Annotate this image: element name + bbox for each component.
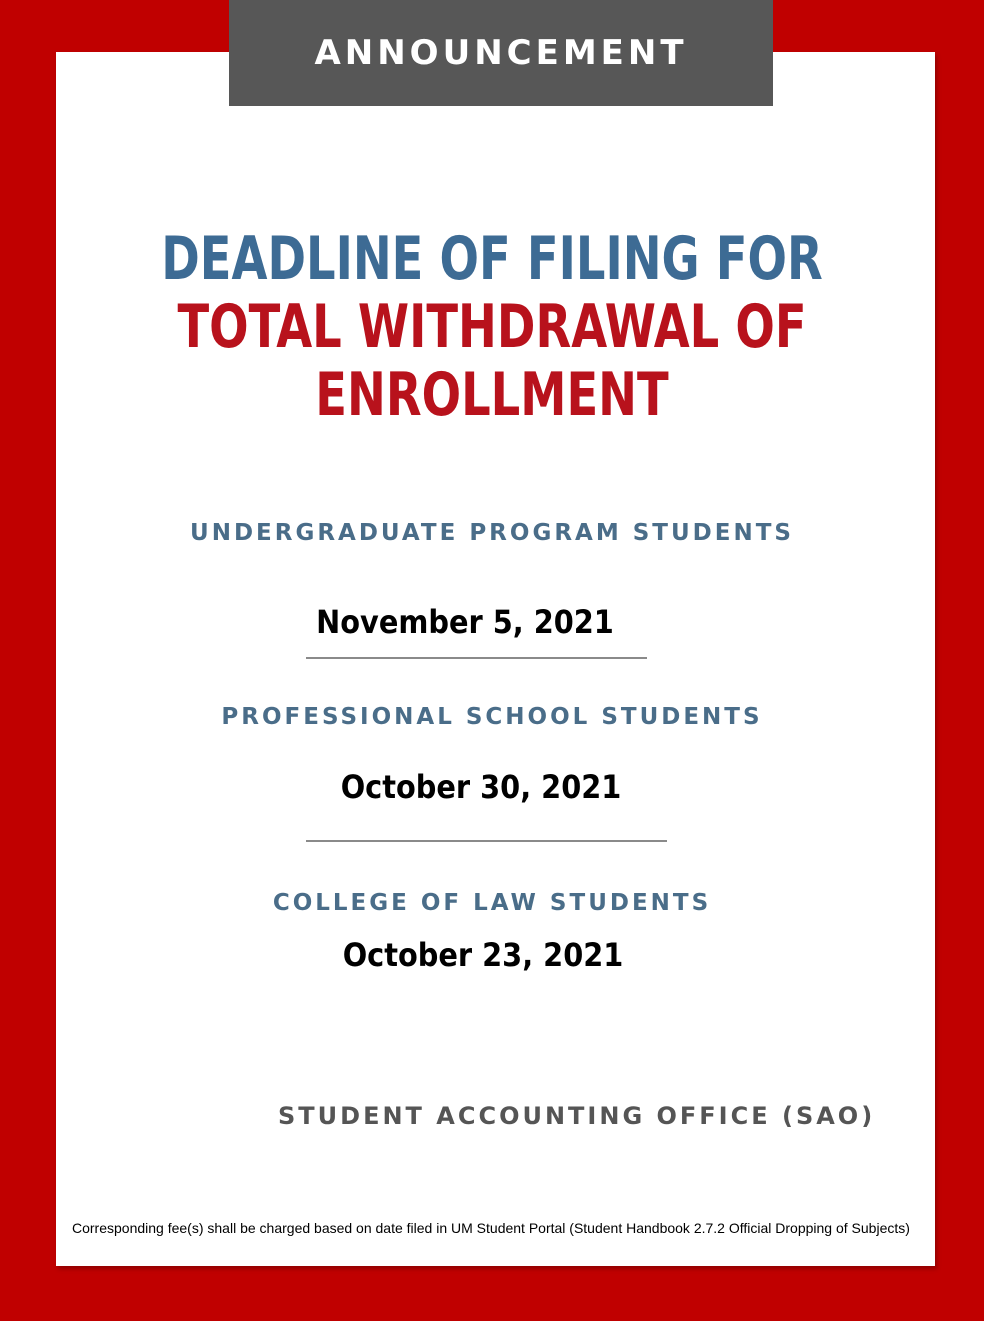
group-label-professional: PROFESSIONAL SCHOOL STUDENTS [221,704,763,730]
deadline-date-law: October 23, 2021 [342,936,624,974]
title-line-3: ENROLLMENT [315,360,669,430]
office-name: STUDENT ACCOUNTING OFFICE (SAO) [278,1102,876,1130]
deadline-date-undergraduate: November 5, 2021 [316,603,614,641]
deadline-date-professional: October 30, 2021 [340,768,622,806]
banner-label: ANNOUNCEMENT [314,33,688,73]
group-label-law: COLLEGE OF LAW STUDENTS [272,890,712,916]
footnote: Corresponding fee(s) shall be charged based on date filed in UM Student Portal (Student Handbook 2.7.2 Official Dropping of Subjects) [72,1220,910,1236]
title-line-1: DEADLINE OF FILING FOR [161,224,823,294]
divider [306,840,667,842]
title-line-2: TOTAL WITHDRAWAL OF [177,292,807,362]
divider [306,657,647,659]
announcement-banner [229,0,773,106]
group-label-undergraduate: UNDERGRADUATE PROGRAM STUDENTS [190,520,794,546]
